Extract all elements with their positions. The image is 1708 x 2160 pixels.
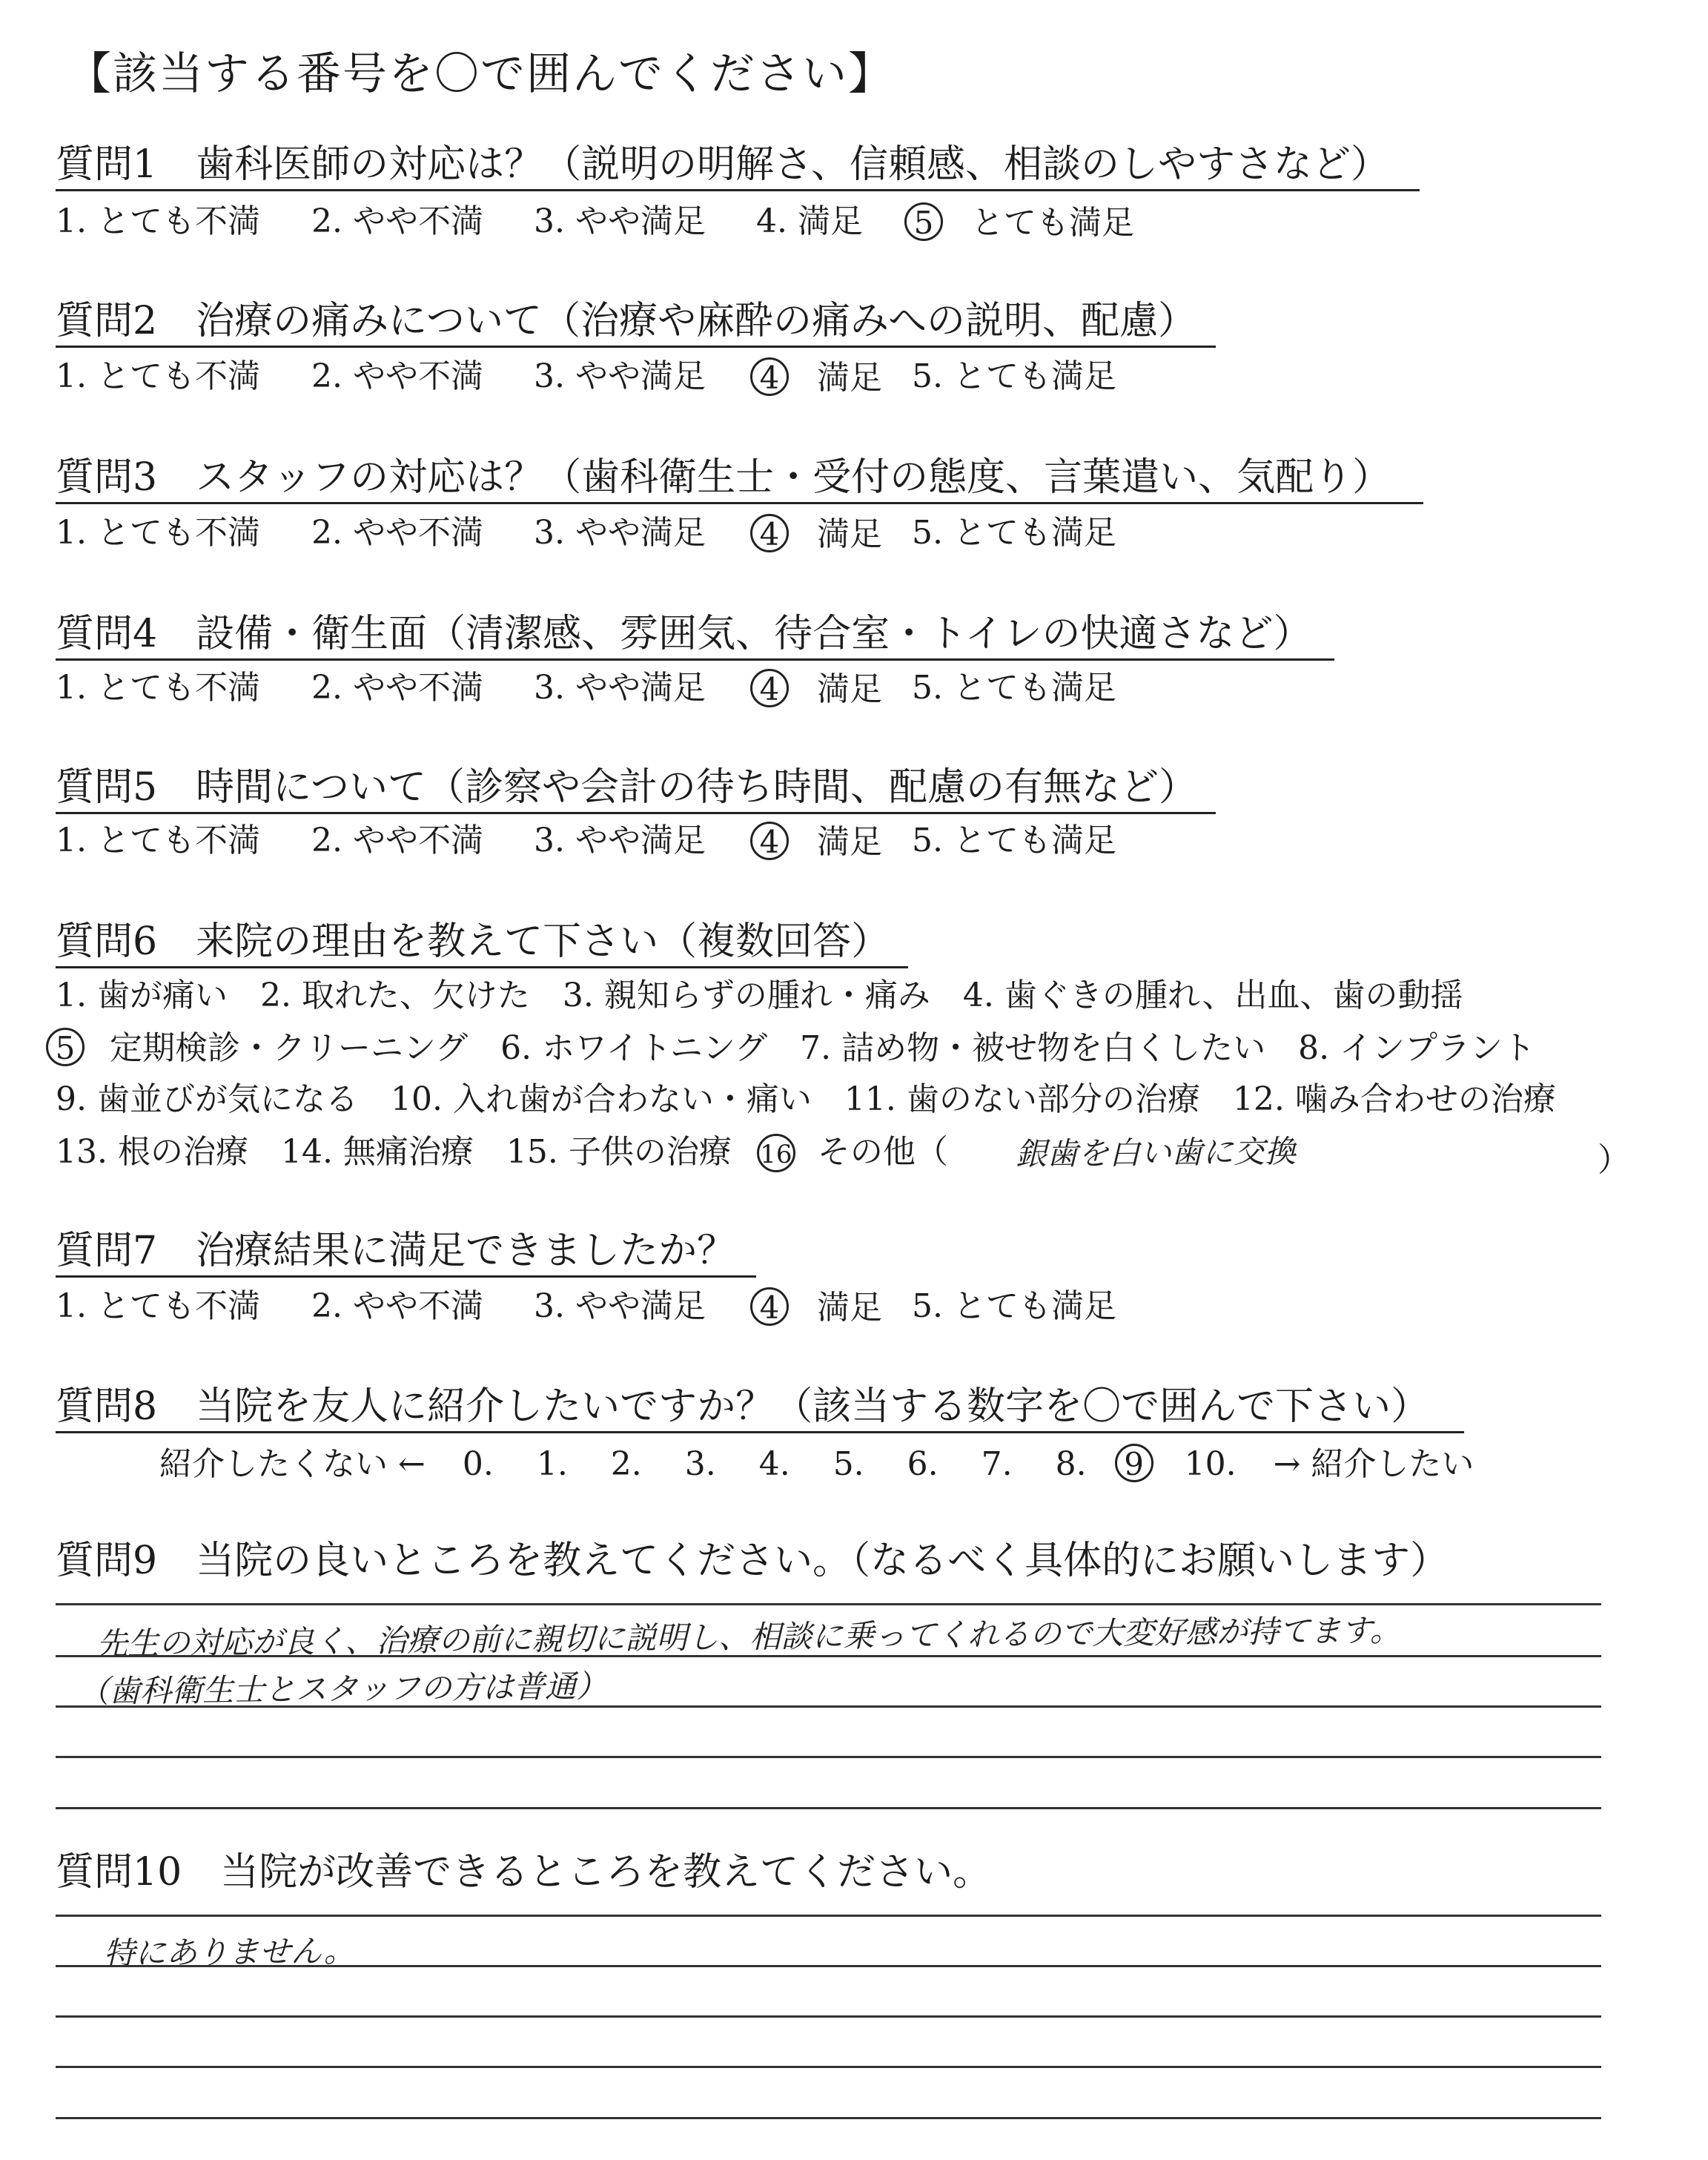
selection-circle: 4	[750, 822, 789, 860]
q4-option-5[interactable]: 5. とても満足	[912, 669, 1116, 707]
selection-circle: 4	[750, 357, 789, 396]
answer-line	[56, 1603, 1601, 1605]
question-3-underline	[56, 502, 1423, 504]
q5-option-2[interactable]: 2. やや不満	[311, 822, 483, 859]
q2-option-4[interactable]	[750, 357, 882, 397]
q7-option-4[interactable]	[750, 1287, 882, 1327]
q6-option-16-label: その他（	[817, 1133, 948, 1171]
answer-line	[56, 1965, 1601, 1967]
q6-options-row-3[interactable]: 9. 歯並びが気になる 10. 入れ歯が合わない・痛い 11. 歯のない部分の治療 12. 噛み合わせの治療	[56, 1080, 1556, 1118]
selection-circle: 5	[904, 202, 943, 241]
question-1-heading: 質問1 歯科医師の対応は？（説明の明解さ、信頼感、相談のしやすさなど）	[56, 142, 1390, 187]
q6-options-row-4[interactable]	[56, 1133, 948, 1172]
selection-circle: 4	[750, 669, 789, 707]
q4-option-1[interactable]: 1. とても不満	[56, 669, 260, 707]
question-6-heading: 質問6 来院の理由を教えて下さい（複数回答）	[56, 919, 890, 964]
q7-option-1[interactable]: 1. とても不満	[56, 1287, 260, 1325]
question-2-underline	[56, 346, 1216, 348]
question-9-heading: 質問9 当院の良いところを教えてください。（なるべく具体的にお願いします）	[56, 1539, 1449, 1583]
q10-handwritten-answer-1: 特にありません。	[103, 1932, 355, 1972]
question-7-heading: 質問7 治療結果に満足できましたか？	[56, 1229, 736, 1273]
q9-handwritten-answer-1: 先生の対応が良く、治療の前に親切に説明し、相談に乗ってくれるので大変好感が持てます。	[96, 1611, 1402, 1662]
q1-option-5[interactable]	[904, 202, 1134, 242]
question-6-underline	[56, 966, 908, 968]
q6-other-handwritten-answer: 銀歯を白い歯に交換	[1015, 1133, 1297, 1172]
question-10-heading: 質問10 当院が改善できるところを教えてください。	[56, 1850, 992, 1895]
q3-option-5[interactable]: 5. とても満足	[912, 514, 1116, 552]
q5-option-5[interactable]: 5. とても満足	[912, 822, 1116, 859]
q5-option-1[interactable]: 1. とても不満	[56, 822, 260, 859]
q8-right-label: → 紹介したい	[1273, 1445, 1474, 1483]
q6-options-row-1[interactable]: 1. 歯が痛い 2. 取れた、欠けた 3. 親知らずの腫れ・痛み 4. 歯ぐきの腫れ、出血、歯の動揺	[56, 977, 1463, 1014]
q6-options-row-4-text: 13. 根の治療 14. 無痛治療 15. 子供の治療	[56, 1133, 732, 1171]
q3-option-2[interactable]: 2. やや不満	[311, 514, 483, 552]
q5-option-4-label: 満足	[817, 823, 882, 861]
answer-line	[56, 2066, 1601, 2068]
answer-line	[56, 1655, 1601, 1657]
q3-option-4-label: 満足	[817, 515, 882, 553]
selection-circle: 4	[750, 1287, 789, 1326]
answer-line	[56, 1705, 1601, 1708]
answer-line	[56, 1807, 1601, 1809]
q3-option-1[interactable]: 1. とても不満	[56, 514, 260, 552]
q2-option-4-label: 満足	[817, 359, 882, 397]
question-8-heading: 質問8 当院を友人に紹介したいですか？（該当する数字を〇で囲んで下さい）	[56, 1384, 1430, 1429]
question-5-heading: 質問5 時間について（診察や会計の待ち時間、配慮の有無など）	[56, 765, 1198, 810]
question-2-heading: 質問2 治療の痛みについて（治療や麻酔の痛みへの説明、配慮）	[56, 299, 1197, 343]
q4-option-2[interactable]: 2. やや不満	[311, 669, 483, 707]
selection-circle: 4	[750, 514, 789, 552]
q3-option-3[interactable]: 3. やや満足	[534, 514, 706, 552]
q7-option-3[interactable]: 3. やや満足	[534, 1287, 706, 1325]
q4-option-3[interactable]: 3. やや満足	[534, 669, 706, 707]
q2-option-2[interactable]: 2. やや不満	[311, 357, 483, 395]
answer-line	[56, 2015, 1601, 2018]
question-4-heading: 質問4 設備・衛生面（清潔感、雰囲気、待合室・トイレの快適さなど）	[56, 612, 1312, 656]
question-4-underline	[56, 658, 1334, 661]
question-8-underline	[56, 1431, 1464, 1433]
selection-circle: 16	[757, 1134, 795, 1172]
q7-option-4-label: 満足	[817, 1289, 882, 1327]
q1-option-3[interactable]: 3. やや満足	[534, 202, 706, 240]
q8-left-label: 紹介したくない ←	[159, 1445, 426, 1483]
question-3-heading: 質問3 スタッフの対応は？（歯科衛生士・受付の態度、言葉遣い、気配り）	[56, 455, 1391, 500]
q4-option-4[interactable]	[750, 669, 882, 709]
q5-option-4[interactable]	[750, 822, 882, 862]
q6-options-row-2[interactable]	[46, 1028, 1535, 1068]
q2-option-3[interactable]: 3. やや満足	[534, 357, 706, 395]
selection-circle: 5	[46, 1028, 85, 1066]
q9-handwritten-answer-2: （歯科衛生士とスタッフの方は普通）	[77, 1668, 608, 1710]
answer-line	[56, 2117, 1601, 2119]
q8-scale[interactable]	[159, 1444, 1474, 1484]
q8-scale-max: 10.	[1184, 1445, 1237, 1483]
q8-scale-values: 0. 1. 2. 3. 4. 5. 6. 7. 8.	[462, 1445, 1087, 1483]
q7-option-5[interactable]: 5. とても満足	[912, 1287, 1116, 1325]
q4-option-4-label: 満足	[817, 670, 882, 708]
q1-option-4[interactable]: 4. 満足	[756, 202, 863, 240]
question-1-underline	[56, 189, 1420, 191]
question-5-underline	[56, 812, 1216, 814]
q5-option-3[interactable]: 3. やや満足	[534, 822, 706, 859]
question-7-underline	[56, 1275, 756, 1278]
q2-option-1[interactable]: 1. とても不満	[56, 357, 260, 395]
q6-other-close-paren: ）	[1598, 1141, 1630, 1179]
q2-option-5[interactable]: 5. とても満足	[912, 357, 1116, 395]
q1-option-5-label: とても満足	[971, 204, 1134, 242]
answer-line	[56, 1756, 1601, 1758]
q6-option-5-label: 定期検診・クリーニング 6. ホワイトニング 7. 詰め物・被せ物を白くしたい 8. インプラント	[110, 1029, 1536, 1067]
q7-option-2[interactable]: 2. やや不満	[311, 1287, 483, 1325]
q1-option-1[interactable]: 1. とても不満	[56, 202, 260, 240]
q1-option-2[interactable]: 2. やや不満	[311, 202, 483, 240]
page-title: 【該当する番号を〇で囲んでください】	[67, 48, 894, 100]
q3-option-4[interactable]	[750, 514, 882, 554]
answer-line	[56, 1915, 1601, 1917]
selection-circle: 9	[1115, 1444, 1153, 1482]
